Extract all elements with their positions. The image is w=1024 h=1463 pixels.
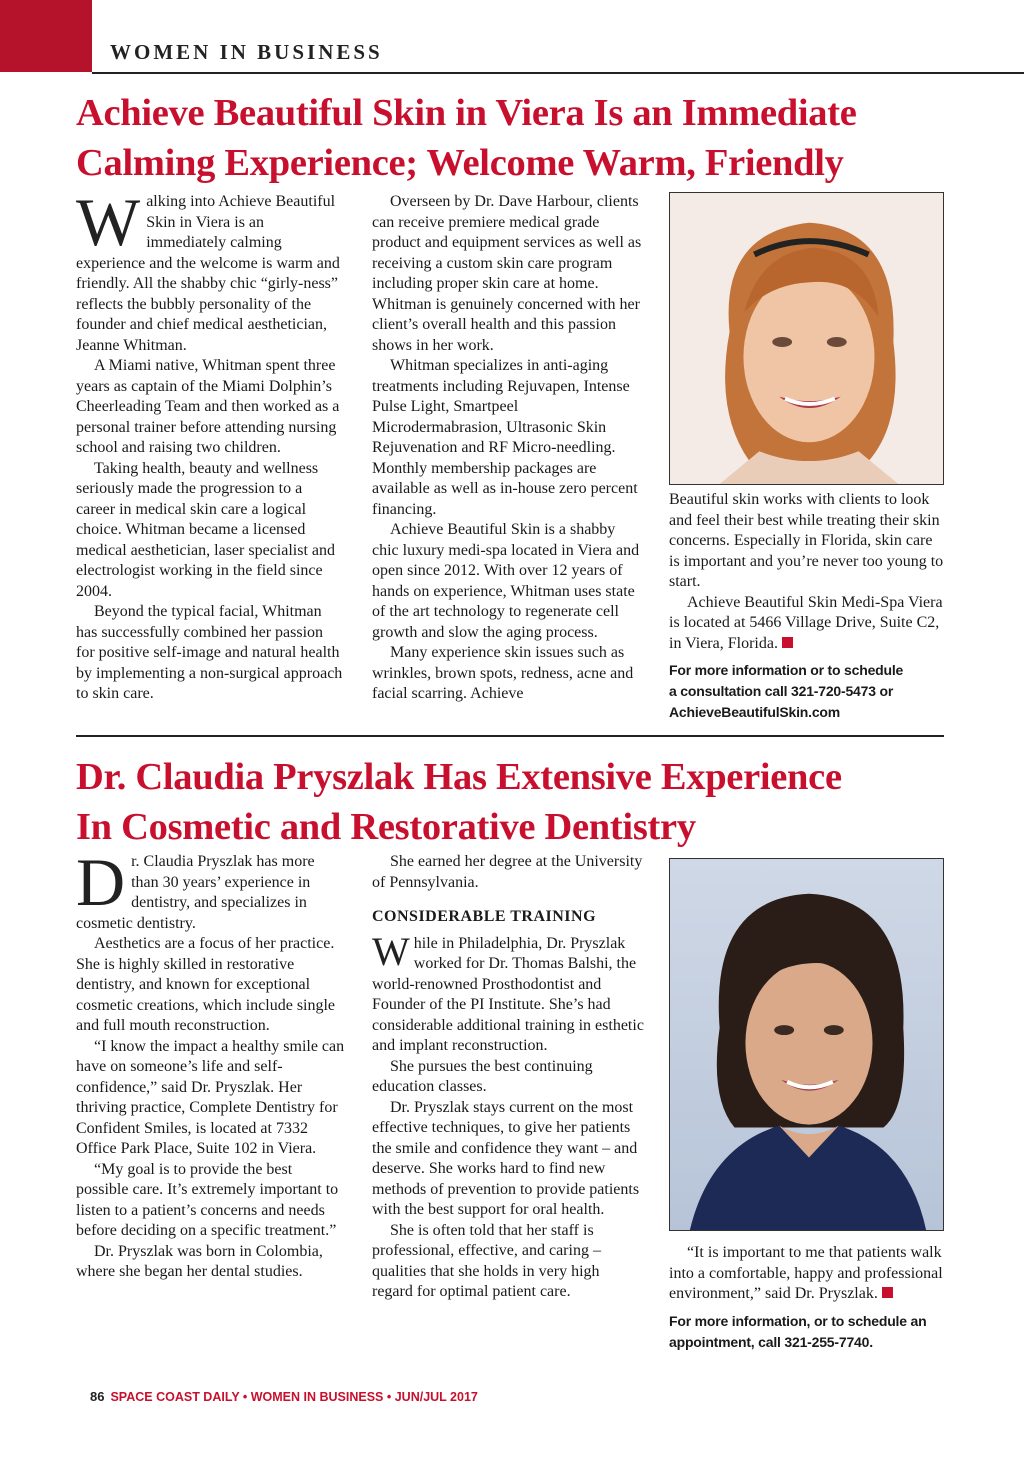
article2-paragraph: Aesthetics are a focus of her practice. She is highly skilled in restorative dentistry, and known for exceptional cosmetic creations, which include single and full mouth reconstruction. [76, 935, 336, 1034]
article1-headline-line1: Achieve Beautiful Skin in Viera Is an Immediate [76, 92, 857, 134]
article2-column1 [76, 844, 346, 1283]
article1-paragraph: Taking health, beauty and wellness seriously made the progression to a career in medical skin care a logical choice. Whitman became a licensed medical aesthetician, laser specialist and electrologist working in the field since 2004. [76, 459, 335, 600]
footer-text: SPACE COAST DAILY • WOMEN IN BUSINESS • JUN/JUL 2017 [110, 1390, 478, 1404]
article1-paragraph: Achieve Beautiful Skin Medi-Spa Viera is located at 5466 Village Drive, Suite C2, in Viera, Florida. [669, 593, 943, 652]
article2-paragraph: She pursues the best continuing education classes. [372, 1057, 593, 1095]
article2-headline-line2: In Cosmetic and Restorative Dentistry [76, 806, 696, 848]
article1-column2 [372, 192, 644, 705]
article1-column1 [76, 184, 344, 705]
corner-accent-block [0, 0, 92, 72]
article2-column2 [372, 852, 644, 1303]
article1-paragraph: Overseen by Dr. Dave Harbour, clients can receive premiere medical grade product and equipment services as well as receiving a custom skin care program including proper skin care at home. Whitman is genuinely concerned with her client’s overall health and this passion shows in her work. [372, 193, 642, 354]
article2-paragraph: Dr. Pryszlak stays current on the most effective techniques, to give her patients the smile and confidence they want – and deserve. She works hard to find new methods of prevention to provide patients with the best support for oral health. [372, 1098, 640, 1218]
article2-paragraph: Dr. Pryszlak was born in Colombia, where she began her dental studies. [76, 1242, 323, 1280]
article2-paragraph: While in Philadelphia, Dr. Pryszlak worked for Dr. Thomas Balshi, the world-renowned Prosthodontist and Founder of the PI Institute. She’s had considerable additional training in esthetic and implant reconstruction. [372, 928, 644, 1054]
article2-contact-info [669, 1311, 944, 1353]
article1-headline-line2: Calming Experience; Welcome Warm, Friendly [76, 142, 844, 184]
end-mark-square [782, 637, 793, 648]
contact-line: For more information, or to schedule an [669, 1312, 927, 1329]
contact-line: For more information or to schedule [669, 662, 904, 678]
top-divider [92, 72, 1024, 74]
article2-paragraph: “My goal is to provide the best possible care. It’s extremely important to listen to a patient’s concerns and needs before deciding on a specific treatment.” [76, 1160, 339, 1239]
article2-paragraph: Dr. Claudia Pryszlak has more than 30 years’ experience in dentistry, and specializes in cosmetic dentistry. [76, 844, 315, 932]
article1-headline [76, 88, 857, 188]
article1-column3 [669, 490, 944, 723]
article1-contact-info [669, 660, 944, 723]
article2-paragraph: She earned her degree at the University of Pennsylvania. [372, 853, 643, 891]
end-mark-square [882, 1287, 893, 1298]
contact-website: AchieveBeautifulSkin.com [669, 704, 841, 720]
contact-line: appointment, call 321-255-7740. [669, 1333, 873, 1350]
subheading: CONSIDERABLE TRAINING [372, 908, 597, 925]
article-divider [76, 735, 944, 737]
whitman-portrait-photo [669, 192, 944, 485]
article1-paragraph: Whitman specializes in anti-aging treatments including Rejuvapen, Intense Pulse Light, Smartpeel Microdermabrasion, Ultrasonic Skin Rejuvenation and RF Micro-needling. Monthly membership packages are available as well as in-house zero percent financing. [372, 357, 638, 518]
article1-paragraph: Beautiful skin works with clients to look and feel their best while treating their skin concerns. Especially in Florida, skin care is important and you’re never too young to start. [669, 491, 944, 590]
page-number: 86 [90, 1389, 105, 1404]
contact-line: a consultation call 321-720-5473 or [669, 683, 894, 699]
article1-paragraph: Achieve Beautiful Skin is a shabby chic luxury medi-spa located in Viera and open since 2012. With over 12 years of hands on experience, Whitman uses state of the art technology to regenerate cell growth and slow the aging process. [372, 521, 640, 641]
drop-cap: W [372, 928, 410, 974]
pryszlak-portrait-photo [669, 858, 944, 1231]
article1-paragraph: A Miami native, Whitman spent three years as captain of the Miami Dolphin’s Cheerleading Team and then worked as a personal trainer before attending nursing school and raising two children. [76, 357, 340, 456]
article1-paragraph: Beyond the typical facial, Whitman has successfully combined her passion for positive self-image and natural health by implementing a non-surgical approach to skin care. [76, 603, 343, 702]
article2-column3 [669, 1243, 944, 1353]
drop-cap: W [76, 184, 141, 260]
article2-paragraph: She is often told that her staff is professional, effective, and caring – qualities that she holds in very high regard for optimal patient care. [372, 1221, 601, 1300]
article2-headline [76, 752, 842, 852]
page-footer [90, 1389, 478, 1404]
article2-headline-line1: Dr. Claudia Pryszlak Has Extensive Experience [76, 756, 842, 798]
article1-paragraph: Many experience skin issues such as wrinkles, brown spots, redness, acne and facial scarring. Achieve [372, 644, 634, 702]
section-label: WOMEN IN BUSINESS [110, 40, 383, 64]
article1-paragraph: Walking into Achieve Beautiful Skin in Viera is an immediately calming experience and the welcome is warm and friendly. All the shabby chic “girly-ness” reflects the bubbly personality of the founder and chief medical aesthetician, Jeanne Whitman. [76, 184, 340, 354]
article2-paragraph: “I know the impact a healthy smile can have on someone’s life and self-confidence,” said Dr. Pryszlak. Her thriving practice, Complete Dentistry for Confident Smiles, is located at 7332 Office Park Place, Suite 102 in Viera. [76, 1037, 345, 1157]
article2-quote: “It is important to me that patients walk into a comfortable, happy and professional environment,” said Dr. Pryszlak. [669, 1244, 943, 1302]
drop-cap: D [76, 844, 126, 920]
